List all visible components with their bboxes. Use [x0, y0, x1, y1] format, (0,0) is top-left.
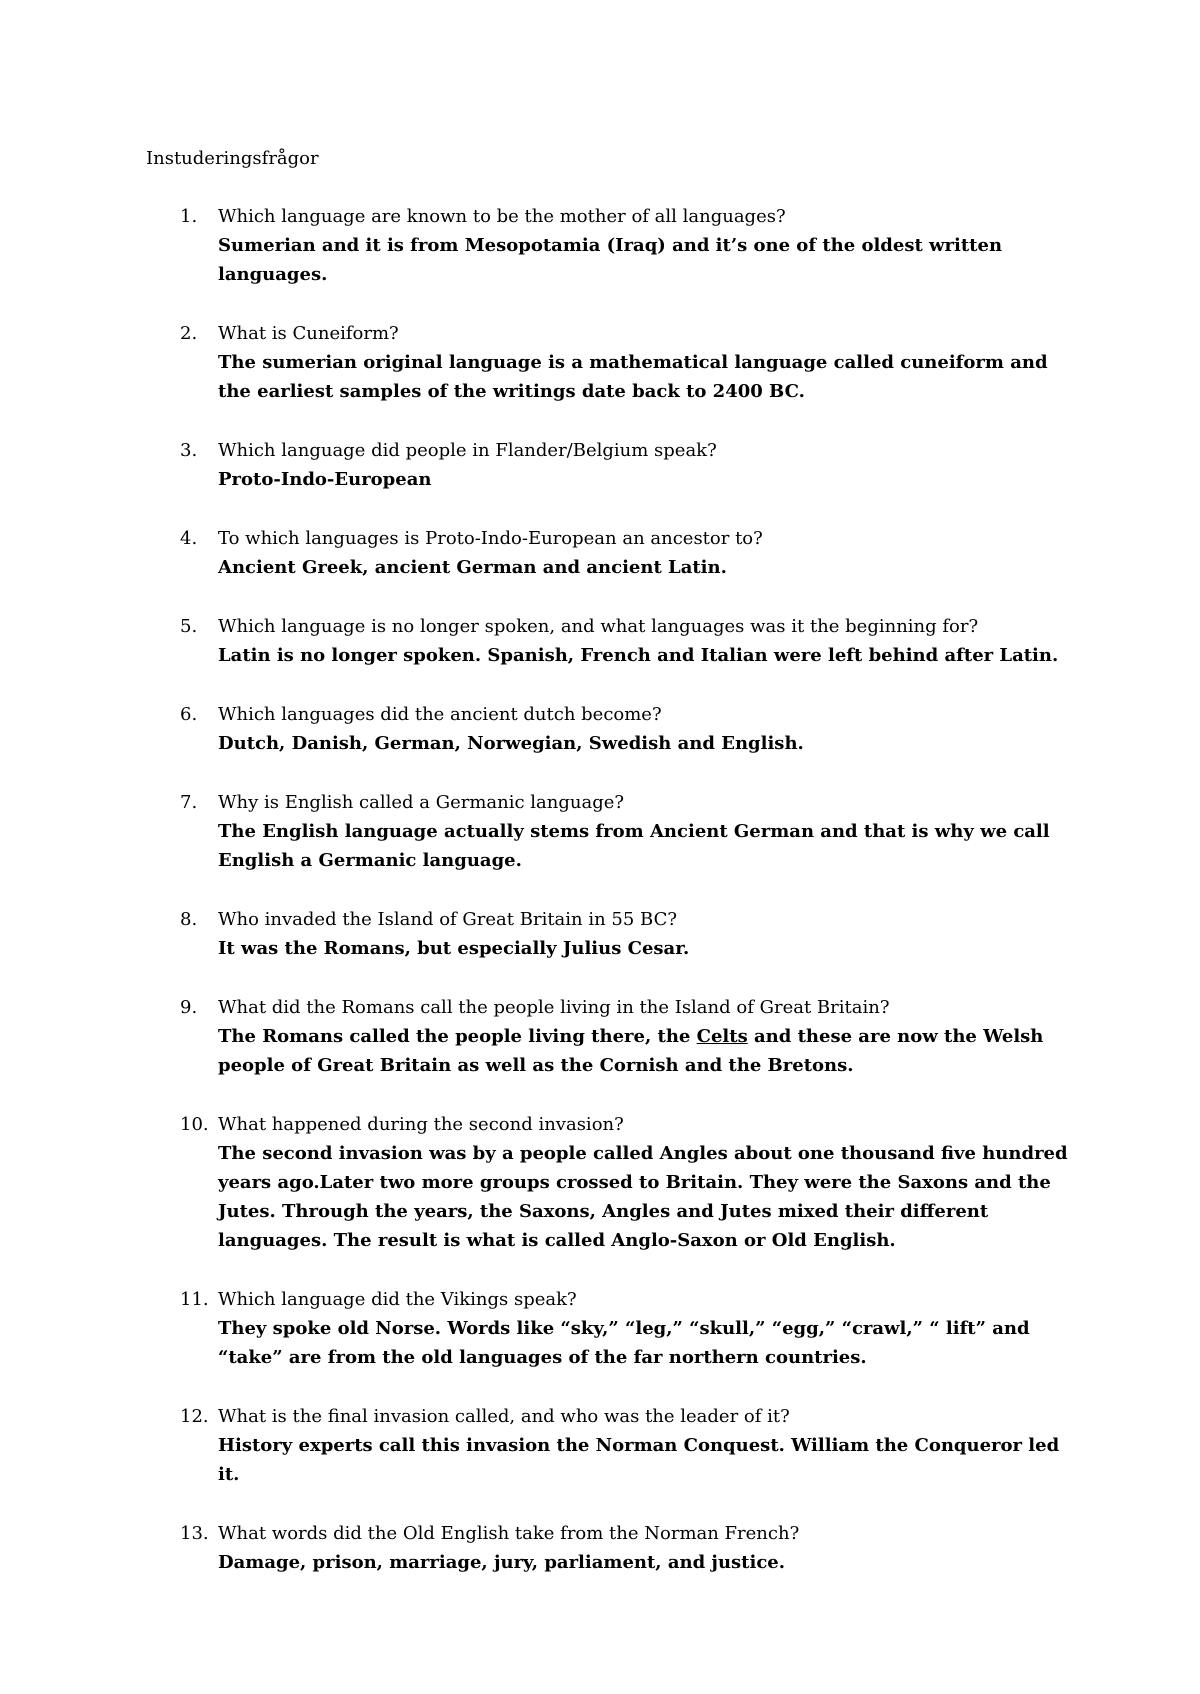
item-number: 13.	[180, 1523, 209, 1544]
answer-text: Damage, prison, marriage, jury, parliament, and justice.	[218, 1552, 785, 1573]
question-text: To which languages is Proto-Indo-European an ancestor to?	[218, 528, 763, 549]
question-text: What words did the Old English take from the Norman French?	[218, 1523, 800, 1544]
list-item	[0, 202, 1078, 289]
document-title: Instuderingsfrågor	[146, 148, 319, 169]
list-item	[0, 905, 1078, 963]
question-list	[0, 202, 1200, 1607]
answer-text: They spoke old Norse. Words like “sky,” “leg,” “skull,” “egg,” “crawl,” “ lift” and “take” are from the old languages of the far northern countries.	[218, 1318, 1030, 1368]
list-item	[0, 436, 1078, 494]
list-item	[0, 612, 1078, 670]
list-item	[0, 1402, 1078, 1489]
item-number: 5.	[180, 616, 198, 637]
question-text: What did the Romans call the people living in the Island of Great Britain?	[218, 997, 890, 1018]
list-item	[0, 993, 1078, 1080]
answer-text: History experts call this invasion the Norman Conquest. William the Conqueror led it.	[218, 1435, 1060, 1485]
question-text: Which language did people in Flander/Belgium speak?	[218, 440, 717, 461]
item-number: 7.	[180, 792, 198, 813]
item-number: 8.	[180, 909, 198, 930]
answer-text: Dutch, Danish, German, Norwegian, Swedish and English.	[218, 733, 804, 754]
item-number: 6.	[180, 704, 198, 725]
question-text: What happened during the second invasion?	[218, 1114, 624, 1135]
list-item	[0, 1519, 1078, 1577]
item-number: 4.	[180, 528, 198, 549]
question-text: What is the final invasion called, and who was the leader of it?	[218, 1406, 790, 1427]
answer-text: The second invasion was by a people called Angles about one thousand five hundred years ago.Later two more groups crossed to Britain. They were the Saxons and the Jutes. Through the years, the Saxons, Angles and Jutes mixed their different languages. The result is what is called Anglo-Saxon or Old English.	[218, 1143, 1068, 1251]
question-text: Which language did the Vikings speak?	[218, 1289, 577, 1310]
answer-text: The sumerian original language is a mathematical language called cuneiform and the earliest samples of the writings date back to 2400 BC.	[218, 352, 1048, 402]
question-text: Which language are known to be the mother of all languages?	[218, 206, 786, 227]
answer-text: Ancient Greek, ancient German and ancient Latin.	[218, 557, 727, 578]
question-text: Which languages did the ancient dutch become?	[218, 704, 662, 725]
answer-text	[218, 1022, 1078, 1080]
list-item	[0, 524, 1078, 582]
question-text: Which language is no longer spoken, and what languages was it the beginning for?	[218, 616, 979, 637]
list-item	[0, 700, 1078, 758]
answer-text: Sumerian and it is from Mesopotamia (Iraq) and it’s one of the oldest written languages.	[218, 235, 1003, 285]
answer-text: Latin is no longer spoken. Spanish, French and Italian were left behind after Latin.	[218, 645, 1059, 666]
answer-text: Proto-Indo-European	[218, 469, 432, 490]
list-item	[0, 1110, 1078, 1255]
item-number: 10.	[180, 1114, 209, 1135]
item-number: 11.	[180, 1289, 209, 1310]
item-number: 2.	[180, 323, 198, 344]
question-text: What is Cuneiform?	[218, 323, 399, 344]
question-text: Who invaded the Island of Great Britain in 55 BC?	[218, 909, 678, 930]
item-number: 3.	[180, 440, 198, 461]
list-item	[0, 319, 1078, 406]
answer-text: The English language actually stems from Ancient German and that is why we call English a Germanic language.	[218, 821, 1050, 871]
item-number: 12.	[180, 1406, 209, 1427]
item-number: 9.	[180, 997, 198, 1018]
list-item	[0, 788, 1078, 875]
underlined-term: Celts	[696, 1026, 748, 1047]
answer-text: It was the Romans, but especially Julius Cesar.	[218, 938, 690, 959]
item-number: 1.	[180, 206, 198, 227]
answer-text-start: The Romans called the people living there, the	[218, 1026, 697, 1047]
list-item	[0, 1285, 1078, 1372]
question-text: Why is English called a Germanic language?	[218, 792, 625, 813]
answer-text-end: and these are now the Welsh people of Great Britain as well as the Cornish and the Bretons.	[218, 1026, 1044, 1076]
